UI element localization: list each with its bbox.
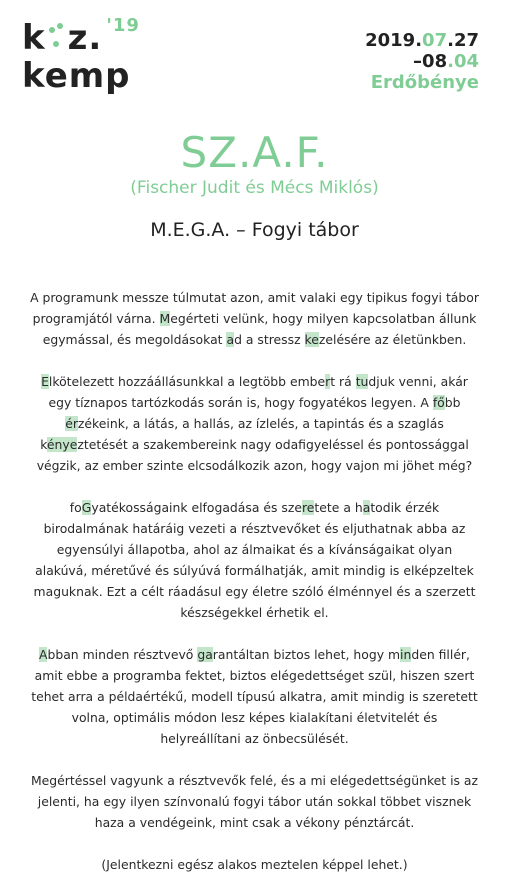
highlighted-text: re [301, 500, 315, 515]
highlighted-text: A [39, 647, 48, 662]
highlighted-text: énye [46, 437, 78, 452]
paragraph-text: bban minden résztvevő [47, 647, 198, 662]
paragraph-1 [30, 287, 479, 350]
paragraph-text: tete a h [314, 500, 363, 515]
highlighted-text: ér [65, 416, 78, 431]
highlighted-text: M [159, 311, 171, 326]
body-text [30, 287, 479, 896]
section-heading: M.E.G.A. – Fogyi tábor [150, 219, 359, 241]
paragraph-text: rantáltan biztos lehet, hogy m [212, 647, 401, 662]
paragraph-6 [30, 854, 479, 875]
paragraph-text: bb [444, 395, 461, 410]
highlighted-text: tu [355, 374, 369, 389]
logo-letters-z: z. [67, 18, 103, 58]
highlighted-text: G [81, 500, 92, 515]
paragraph-3 [30, 497, 479, 623]
paragraph-4 [30, 644, 479, 749]
highlighted-text: r [325, 374, 331, 389]
logo-year: '19 [106, 15, 140, 36]
paragraph-text: den fillér, amit ebbe a programba fektet, biztos elégedettséget szül, hiszen szert tehet arra a példaértékű, modell típusú alkatra, amit mindig is szeretett volna, optimális módon lesz képes kialakítani életvitelét és helyreállítani az önbecsülését. [31, 647, 478, 746]
highlighted-text: E [41, 374, 49, 389]
paragraph-text: Megértéssel vagyunk a résztvevők felé, és a mi elégedettségünket is az jelenti, ha egy ilyen színvonalú fogyi tábor után sokkal többet visznek haza a vendégeink, mint csak a vékony pénztárcát. [30, 773, 479, 830]
page-title: SZ.A.F. [180, 128, 329, 177]
event-dates [365, 30, 479, 93]
highlighted-text: ke [304, 332, 319, 347]
highlighted-text: fő [432, 395, 445, 410]
highlighted-text: a [226, 332, 235, 347]
paragraph-text: lkötelezett hozzáállásunkkal a legtöbb embe [48, 374, 326, 389]
event-location: Erdőbénye [370, 72, 479, 93]
paragraph-text: zelésére az életünkben. [318, 332, 467, 347]
logo-row-1 [22, 15, 140, 58]
paragraph-text: zékeink, a látás, a hallás, az ízlelés, a tapintás és a szaglás k [40, 416, 444, 452]
logo-dots-icon [47, 21, 67, 49]
paragraph-text: A programunk messze túlmutat azon, amit valaki egy tipikus fogyi tábor programjától várna. [30, 290, 479, 326]
logo [22, 15, 140, 96]
highlighted-text: in [400, 647, 412, 662]
paragraph-2 [30, 371, 479, 476]
page-subtitle: (Fischer Judit és Mécs Miklós) [130, 178, 379, 198]
highlighted-text: ga [197, 647, 213, 662]
logo-letter-k: k [22, 18, 46, 58]
end-date: –08.04 [413, 51, 479, 72]
logo-row-2: kemp [22, 56, 131, 96]
paragraph-text: yatékosságaink elfogadása és sze [91, 500, 302, 515]
paragraph-text: d a stressz [234, 332, 305, 347]
paragraph-text: djuk venni, akár egy tíznapos tartózkodás során is, hogy fogyatékos legyen. A [48, 374, 468, 410]
start-date: 2019.07.27 [365, 30, 479, 51]
paragraph-text: (Jelentkezni egész alakos meztelen képpel lehet.) [101, 857, 408, 872]
paragraph-text: todik érzék birodalmának határáig vezeti a résztvevőket és eljuthatnak abba az egyensúlyi állapotba, ahol az álmaikat és a kívánságaikat olyan alakúvá, méretűvé és súlyúvá formálhatják, amit mindig is elképzeltek maguknak. Ezt a célt ráadásul egy életre szóló élménnyel és a szerzett készségekkel érhetik el. [33, 500, 476, 620]
paragraph-text: t rá [330, 374, 356, 389]
highlighted-text: a [362, 500, 371, 515]
paragraph-text: ztetését a szakembereink nagy odafigyeléssel és pontossággal végzik, az ember szinte elcsodálkozik azon, hogy vajon mi jöhet még? [36, 437, 473, 473]
paragraph-text: egérteti velünk, hogy milyen kapcsolatban állunk egymással, és megoldásokat [42, 311, 477, 347]
paragraph-text: fo [69, 500, 82, 515]
paragraph-5 [30, 770, 479, 833]
